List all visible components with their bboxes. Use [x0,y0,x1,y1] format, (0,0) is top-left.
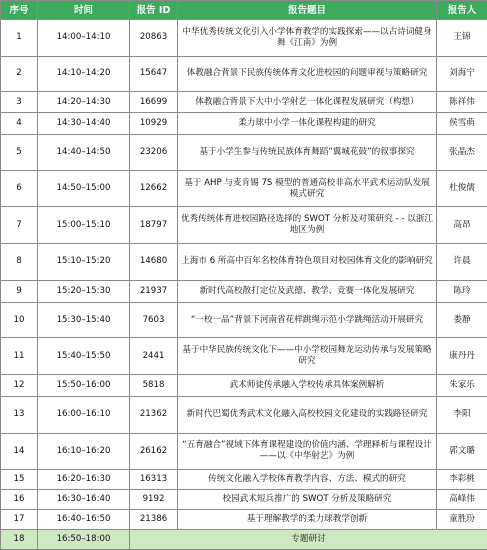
table-row [1,490,487,510]
row-speaker: 王锦 [437,20,487,57]
table-row [1,375,487,397]
final-row-time: 16:50–18:00 [38,529,130,549]
row-time: 14:30–14:40 [38,113,130,135]
row-id: 2441 [130,338,178,375]
table-row [1,56,487,92]
table-row [1,20,487,57]
header-title: 报告题目 [178,1,437,20]
row-title: 基于 AHP 与麦肯锡 7S 模型的普通高校非高水平武术运动队发展模式研究 [178,170,437,207]
final-row-no: 18 [1,529,38,549]
row-speaker: 高昂 [437,207,487,244]
header-speaker: 报告人 [437,1,487,20]
row-no: 10 [1,302,38,338]
row-title: 上海市 6 所高中百年名校体育特色项目对校园体育文化的影响研究 [178,244,437,281]
row-id: 10929 [130,113,178,135]
table-row [1,170,487,207]
table-row [1,433,487,470]
row-speaker: 刘海宁 [437,56,487,92]
row-time: 16:20–16:30 [38,470,130,490]
table-row [1,302,487,338]
row-speaker: 侯雪萌 [437,113,487,135]
row-time: 14:00–14:10 [38,20,130,57]
table-row [1,470,487,490]
row-title: 优秀传统体育进校园路径选择的 SWOT 分析及对策研究 - - 以浙江地区为例 [178,207,437,244]
row-id: 9192 [130,490,178,510]
header-time: 时间 [38,1,130,20]
row-no: 8 [1,244,38,281]
table-row [1,92,487,113]
row-title: 校园武术短兵推广的 SWOT 分析及策略研究 [178,490,437,510]
row-no: 17 [1,510,38,530]
row-no: 3 [1,92,38,113]
row-time: 15:00–15:10 [38,207,130,244]
row-speaker: 高峰伟 [437,490,487,510]
row-speaker: 童胜玢 [437,510,487,530]
row-no: 6 [1,170,38,207]
row-speaker: 郭文璐 [437,433,487,470]
row-no: 9 [1,280,38,302]
row-title: 基于中华民族传统文化下——中小学校园舞龙运动传承与发展策略研究 [178,338,437,375]
row-time: 16:40–16:50 [38,510,130,530]
row-id: 14680 [130,244,178,281]
row-id: 18797 [130,207,178,244]
row-speaker: 李彩桃 [437,470,487,490]
row-no: 15 [1,470,38,490]
row-time: 15:10–15:20 [38,244,130,281]
row-speaker: 娄静 [437,302,487,338]
row-title: 柔力球中小学一体化课程构建的研究 [178,113,437,135]
row-no: 5 [1,135,38,171]
row-no: 11 [1,338,38,375]
header-id: 报告 ID [130,1,178,20]
row-speaker: 杜俊儒 [437,170,487,207]
row-speaker: 陈玲 [437,280,487,302]
row-title: 新时代巴蜀优秀武术文化融入高校校园文化建设的实践路径研究 [178,397,437,434]
row-title: 体教融合背景下民族传统体育文化进校园的问题审视与策略研究 [178,56,437,92]
row-time: 15:50–16:00 [38,375,130,397]
row-title: 基于理解教学的柔力球教学创新 [178,510,437,530]
table-row [1,135,487,171]
row-title: 基于小学生参与传统民族体育舞蹈“翼城花鼓”的叙事探究 [178,135,437,171]
row-title: 新时代高校散打定位及武德、教学、竞赛一体化发展研究 [178,280,437,302]
final-row [1,529,487,549]
row-title: 体教融合背景下大中小学射艺一体化课程发展研究（构想） [178,92,437,113]
row-title: “一校一品”背景下河南省花样跳绳示范小学跳绳活动开展研究 [178,302,437,338]
row-no: 13 [1,397,38,434]
row-speaker: 康丹丹 [437,338,487,375]
row-id: 23206 [130,135,178,171]
row-title: 武术师徒传承融入学校传承具体案例解析 [178,375,437,397]
row-id: 20863 [130,20,178,57]
row-no: 16 [1,490,38,510]
row-time: 14:40–14:50 [38,135,130,171]
row-speaker: 李阳 [437,397,487,434]
row-id: 21937 [130,280,178,302]
row-id: 21386 [130,510,178,530]
row-no: 7 [1,207,38,244]
header-row [1,1,487,20]
final-row-label: 专题研讨 [130,529,487,549]
row-id: 12662 [130,170,178,207]
row-id: 5818 [130,375,178,397]
row-title: 中华优秀传统文化引入小学体育教学的实践探索——以古诗词健身舞《江南》为例 [178,20,437,57]
row-time: 15:40–15:50 [38,338,130,375]
header-no: 序号 [1,1,38,20]
row-speaker: 许晨 [437,244,487,281]
table-row [1,510,487,530]
row-no: 12 [1,375,38,397]
row-time: 14:50–15:00 [38,170,130,207]
table-row [1,397,487,434]
row-id: 16313 [130,470,178,490]
row-speaker: 朱家乐 [437,375,487,397]
row-no: 2 [1,56,38,92]
table-row [1,207,487,244]
table-row [1,338,487,375]
row-id: 7603 [130,302,178,338]
row-no: 1 [1,20,38,57]
row-time: 14:10–14:20 [38,56,130,92]
row-time: 16:30–16:40 [38,490,130,510]
row-id: 26162 [130,433,178,470]
table-row [1,280,487,302]
row-title: 传统文化融入学校体育教学内容、方法、模式的研究 [178,470,437,490]
row-no: 4 [1,113,38,135]
table-row [1,113,487,135]
row-time: 15:30–15:40 [38,302,130,338]
row-id: 15647 [130,56,178,92]
row-time: 15:20–15:30 [38,280,130,302]
table-row [1,244,487,281]
row-no: 14 [1,433,38,470]
row-speaker: 陈祥伟 [437,92,487,113]
row-id: 21362 [130,397,178,434]
row-time: 16:10–16:20 [38,433,130,470]
row-title: “五育融合”视域下体育课程建设的价值内涵、学理释析与课程设计——以《中华射艺》为例 [178,433,437,470]
row-time: 14:20–14:30 [38,92,130,113]
row-id: 16699 [130,92,178,113]
row-time: 16:00–16:10 [38,397,130,434]
row-speaker: 张晶杰 [437,135,487,171]
